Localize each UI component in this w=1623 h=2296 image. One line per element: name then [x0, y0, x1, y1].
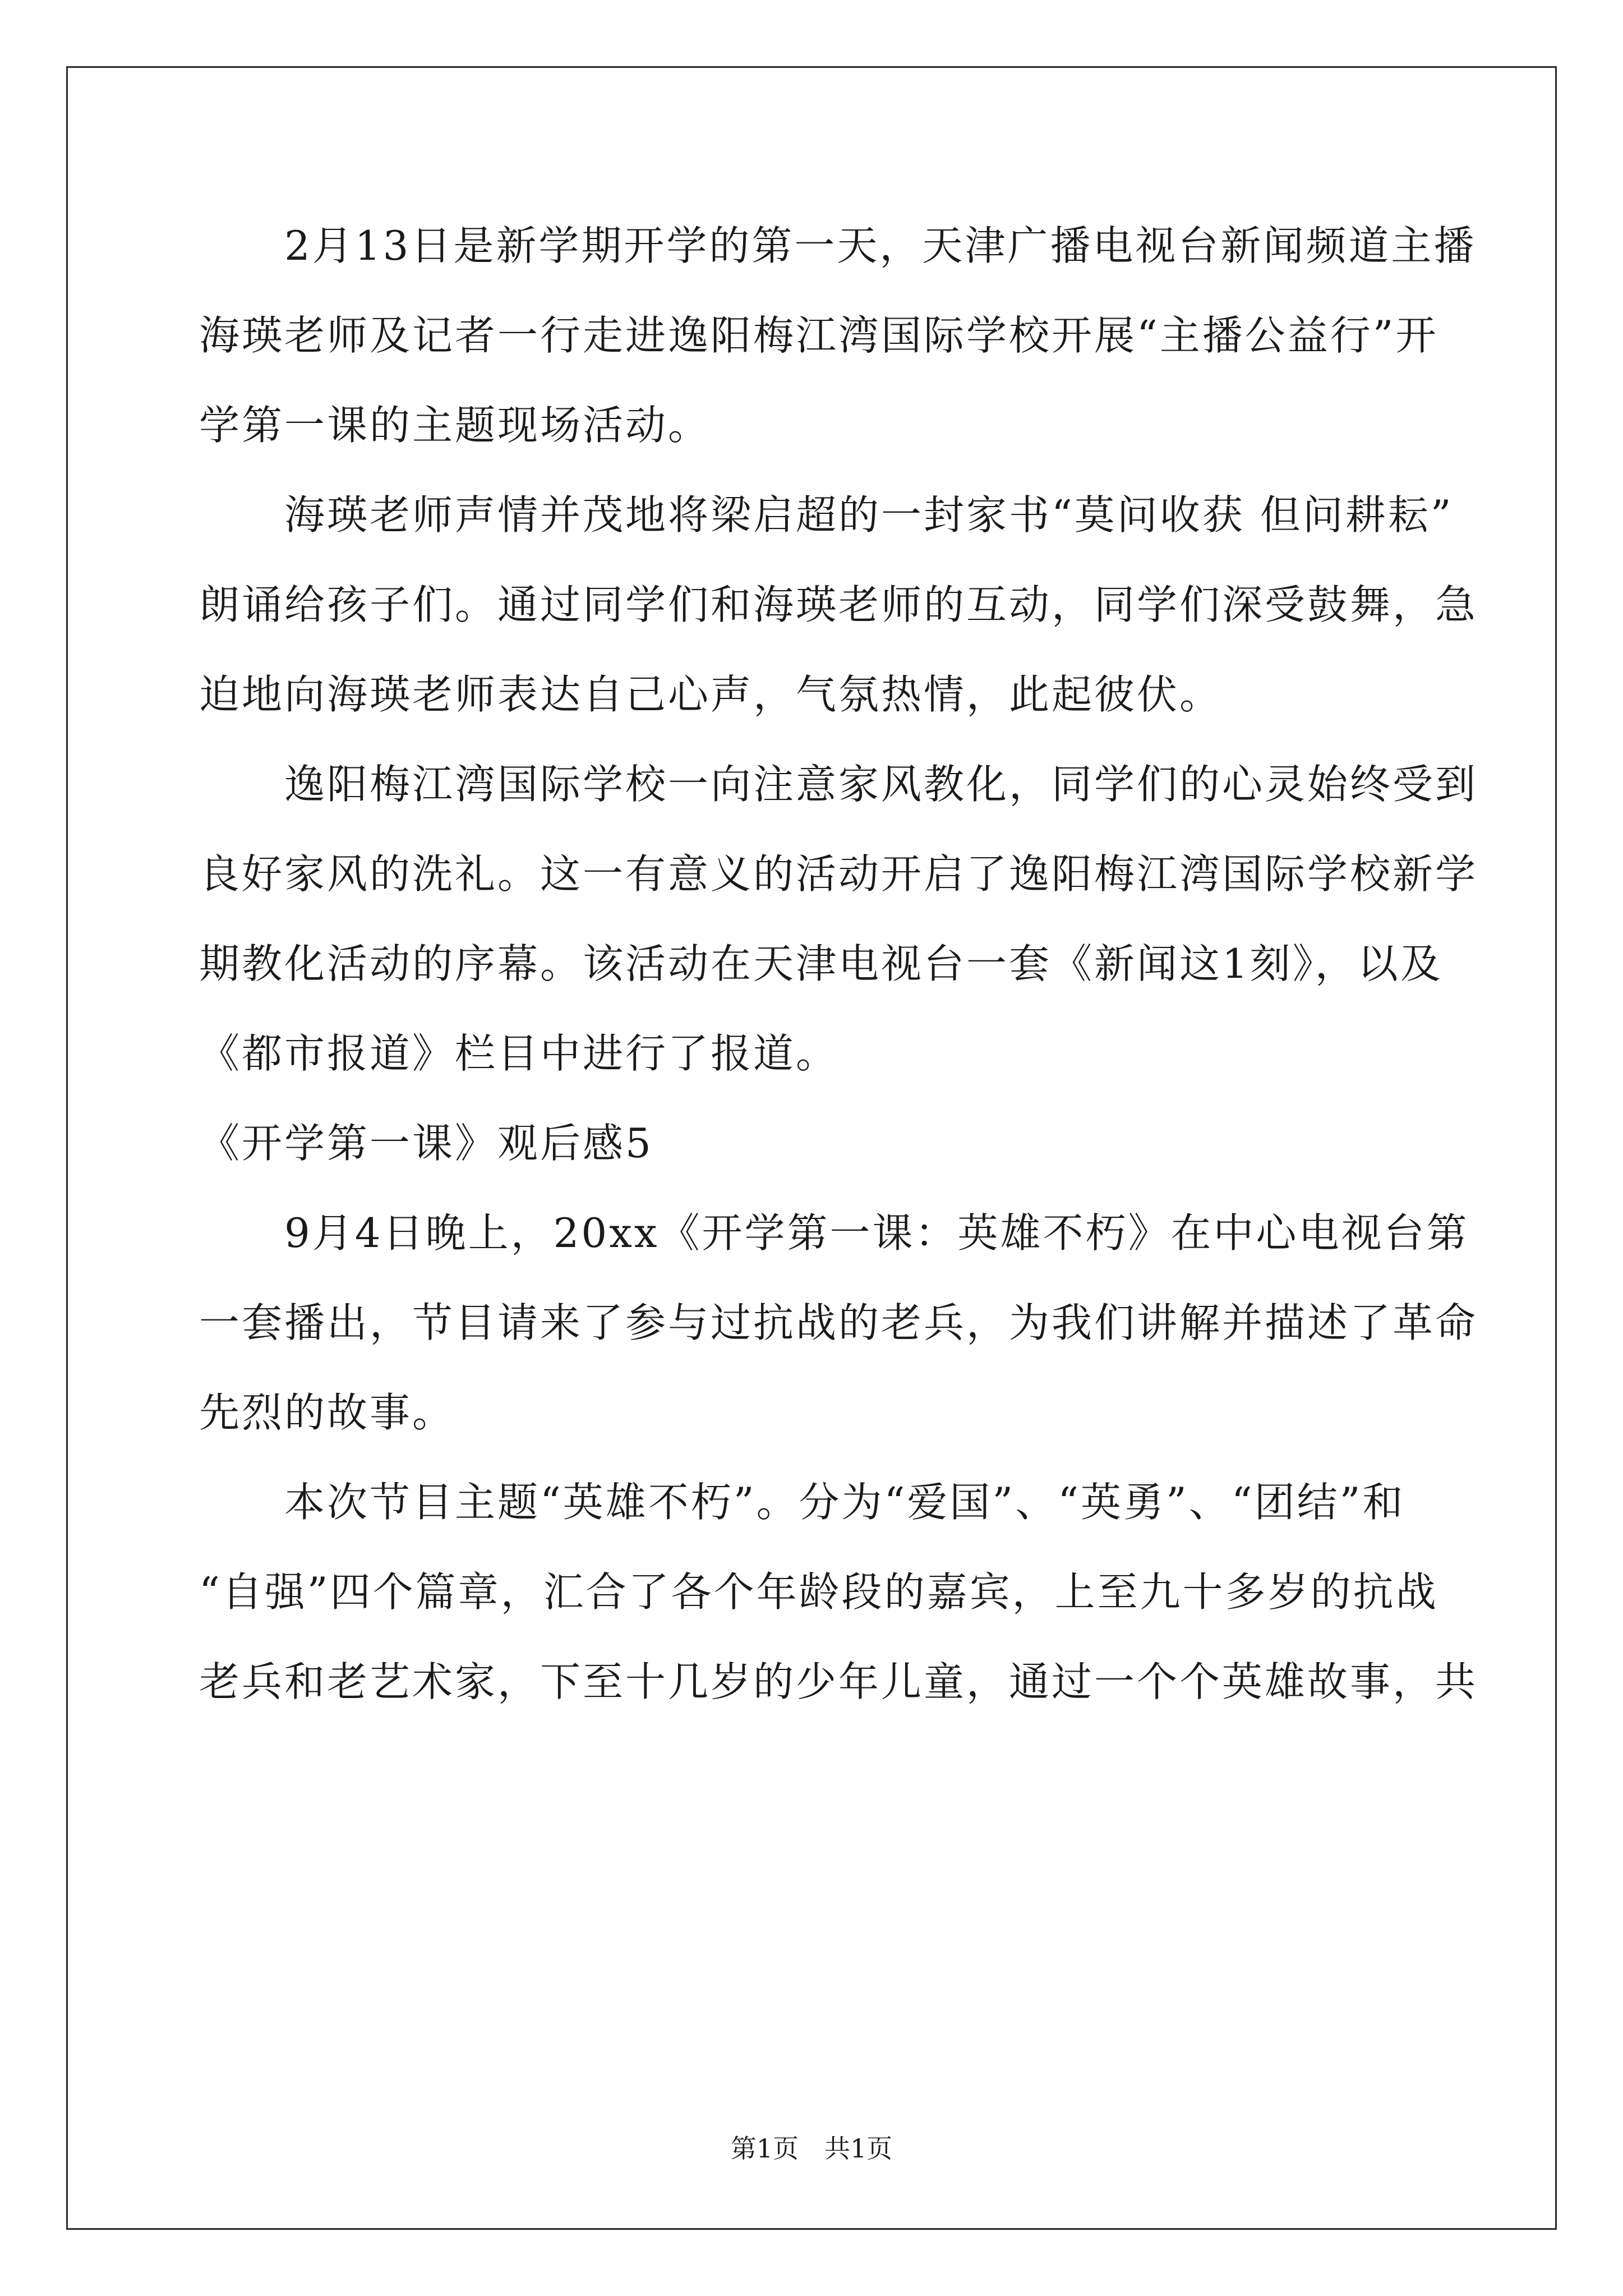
- text-line: 《都市报道》栏目中进行了报道。: [199, 1030, 839, 1077]
- text-line: “自强”四个篇章，汇合了各个年龄段的嘉宾，上至九十多岁的抗战: [199, 1568, 1438, 1616]
- text-line: 9月4日晚上，20xx《开学第一课：英雄不朽》在中心电视台第: [199, 1209, 1469, 1257]
- text-line: 海瑛老师及记者一行走进逸阳梅江湾国际学校开展“主播公益行”开: [199, 312, 1438, 359]
- text-line: 本次节目主题“英雄不朽”。分为“爱国”、“英勇”、“团结”和: [199, 1479, 1405, 1526]
- text-line: 良好家风的洗礼。这一有意义的活动开启了逸阳梅江湾国际学校新学: [199, 850, 1478, 898]
- text-line: 老兵和老艺术家，下至十几岁的少年儿童，通过一个个英雄故事，共: [199, 1658, 1478, 1705]
- text-line: 逸阳梅江湾国际学校一向注意家风教化，同学们的心灵始终受到: [199, 761, 1478, 808]
- text-line: 一套播出，节目请来了参与过抗战的老兵，为我们讲解并描述了革命: [199, 1299, 1478, 1346]
- text-line: 海瑛老师声情并茂地将梁启超的一封家书“莫问收获 但问耕耘”: [199, 491, 1454, 539]
- text-line: 期教化活动的序幕。该活动在天津电视台一套《新闻这1刻》，以及: [199, 940, 1443, 987]
- text-line: 朗诵给孩子们。通过同学们和海瑛老师的互动，同学们深受鼓舞，急: [199, 581, 1478, 628]
- section-heading: 《开学第一课》观后感5: [199, 1120, 653, 1167]
- text-line: 2月13日是新学期开学的第一天，天津广播电视台新闻频道主播: [199, 222, 1477, 269]
- page-footer: 第1页 共1页: [730, 2133, 893, 2164]
- text-line: 先烈的故事。: [199, 1389, 455, 1436]
- text-line: 学第一课的主题现场活动。: [199, 402, 711, 449]
- text-line: 迫地向海瑛老师表达自己心声，气氛热情，此起彼伏。: [199, 671, 1223, 718]
